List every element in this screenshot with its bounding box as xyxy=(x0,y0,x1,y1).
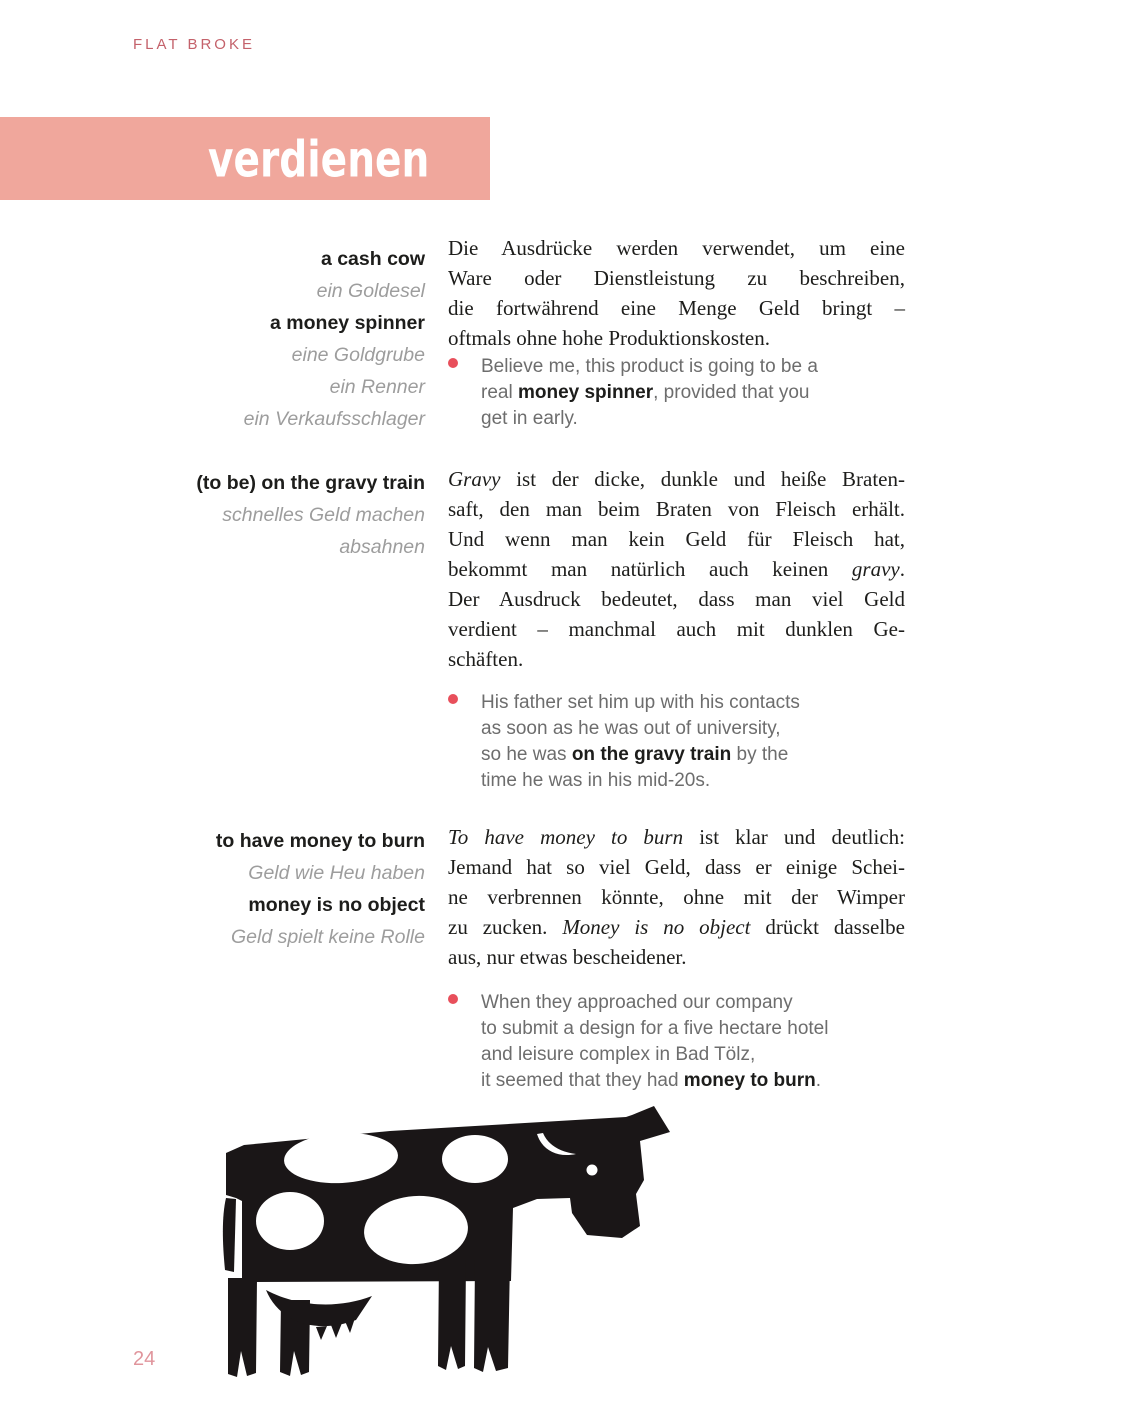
entry-definition-column xyxy=(448,822,905,1094)
spotted-cow-icon xyxy=(180,1100,700,1400)
usage-example xyxy=(448,354,905,432)
vocab-entry-cash-cow xyxy=(133,233,905,435)
vocab-entry-money-to-burn xyxy=(133,822,905,1094)
example-text: His father set him up with his contacts as soon as he was out of university, so he was on the gravy train by the time he was in his mid-20s. xyxy=(481,692,800,791)
vocab-entry-gravy-train xyxy=(133,464,905,794)
series-title: FLAT BROKE xyxy=(133,36,255,53)
entry-definition: To have money to burn ist klar und deutlich: Jemand hat so viel Geld, dass er einige Schei- ne verbrennen könnte, ohne mit der Wimper zu zucken. Money is no object drückt dasselbe aus, nur etwas bescheidener. xyxy=(448,825,905,969)
entry-terms: (to be) on the gravy train schnelles Geld machen absahnen xyxy=(196,472,425,558)
example-bullet-icon xyxy=(448,994,458,1004)
entry-definition: Die Ausdrücke werden verwendet, um eine Ware oder Dienstleistung zu beschreiben, die fortwährend eine Menge Geld bringt – oftmals ohne hohe Produktionskosten. xyxy=(448,236,905,350)
entry-definition-column xyxy=(448,233,905,435)
entry-terms: a cash cow ein Goldesel a money spinner eine Goldgrube ein Renner ein Verkaufsschlager xyxy=(243,248,425,430)
entry-definition-column xyxy=(448,464,905,794)
chapter-banner xyxy=(0,117,490,200)
cow-illustration xyxy=(180,1100,700,1400)
usage-example xyxy=(448,990,905,1094)
page-number: 24 xyxy=(133,1348,156,1370)
example-text: Believe me, this product is going to be a real money spinner, provided that you get in early. xyxy=(481,356,818,429)
chapter-title: verdienen xyxy=(208,129,430,188)
example-bullet-icon xyxy=(448,694,458,704)
example-text: When they approached our company to submit a design for a five hectare hotel and leisure complex in Bad Tölz, it seemed that they had money to burn. xyxy=(481,992,829,1091)
entry-definition: Gravy ist der dicke, dunkle und heiße Braten- saft, den man beim Braten von Fleisch erhält. Und wenn man kein Geld für Fleisch hat, bekommt man natürlich auch keinen gravy. Der Ausdruck bedeutet, dass man viel Geld verdient – manchmal auch mit dunklen Ge- schäften. xyxy=(448,467,905,671)
example-bullet-icon xyxy=(448,358,458,368)
entry-terms: to have money to burn Geld wie Heu haben money is no object Geld spielt keine Rolle xyxy=(215,830,425,948)
usage-example xyxy=(448,690,905,794)
